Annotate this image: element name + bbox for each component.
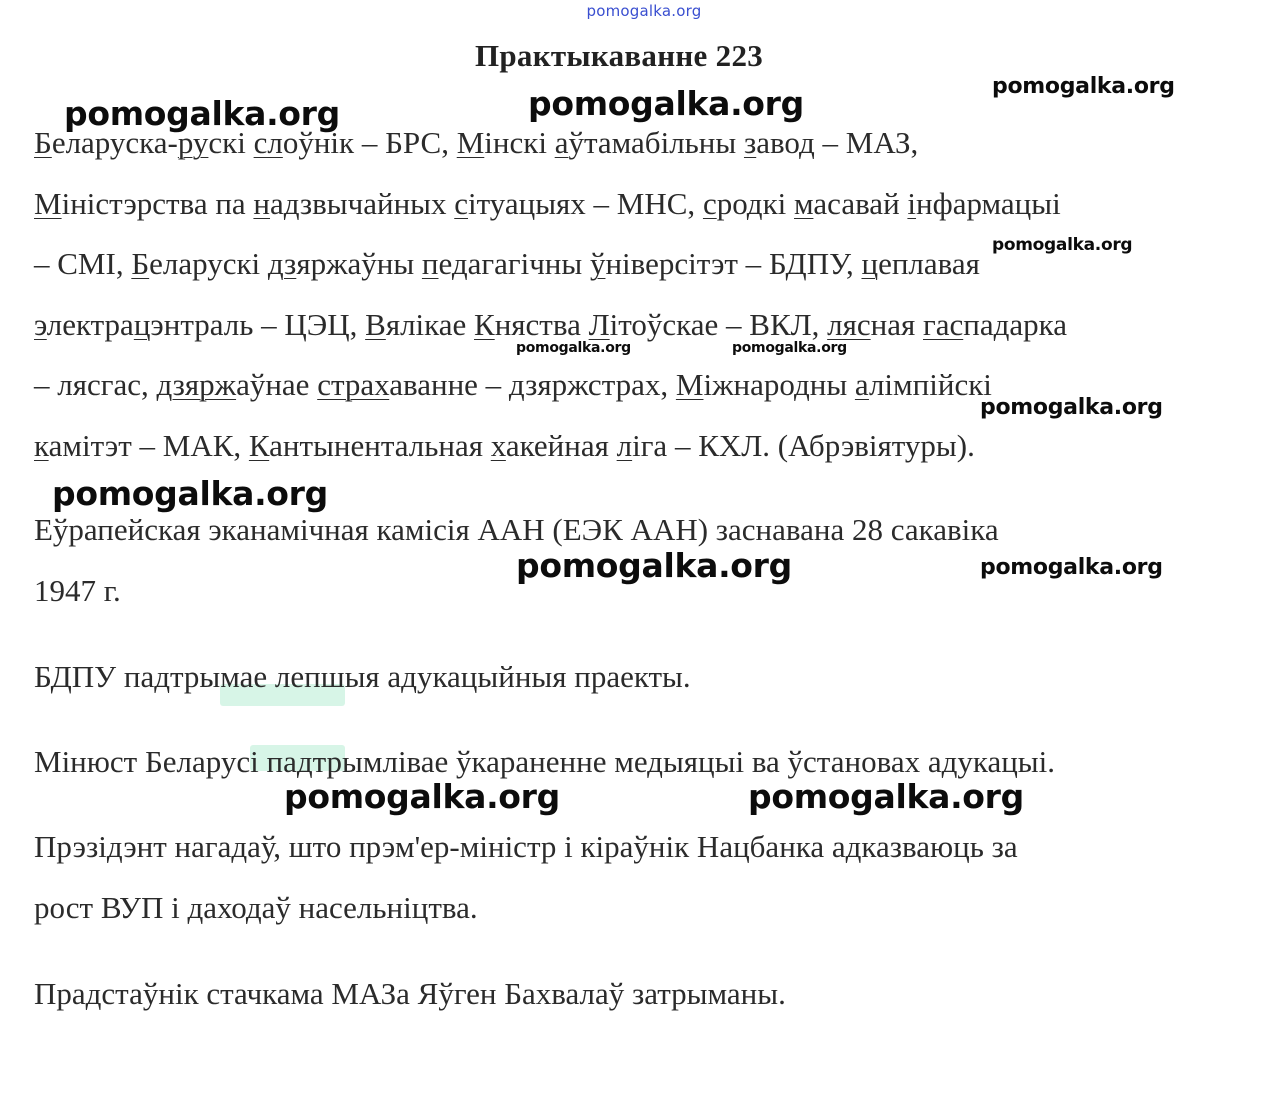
- watermark: pomogalka.org: [992, 74, 1175, 99]
- text-segment: авод – МАЗ,: [756, 125, 919, 160]
- text-segment: ўтамабільны: [568, 125, 744, 160]
- text-segment: родкі: [716, 185, 795, 221]
- text-segment: аванне – дзяржстрах,: [389, 367, 676, 402]
- text-segment: інскі: [484, 125, 555, 160]
- text-segment: яржаўны: [296, 246, 422, 281]
- underlined-letter: ру: [177, 125, 209, 160]
- underlined-letter: п: [421, 246, 439, 281]
- text-segment: ніверсітэт – БДПУ,: [605, 246, 862, 281]
- text-segment: асавай: [813, 185, 908, 221]
- text-segment: іга – КХЛ. (Абрэвіятуры).: [632, 427, 975, 463]
- underlined-letter: М: [675, 367, 704, 402]
- underlined-letter: а: [554, 125, 569, 160]
- text-segment: адзвычайных: [270, 185, 455, 221]
- underlined-letter: ц: [861, 246, 879, 281]
- watermark: pomogalka.org: [528, 84, 804, 123]
- text-segment: едагагічны: [438, 246, 590, 281]
- text-segment: няства: [494, 306, 589, 342]
- text-segment: еплавая: [878, 246, 980, 281]
- underlined-letter: дзярж: [156, 367, 237, 402]
- text-segment: энтраль – ЦЭЦ,: [150, 306, 366, 342]
- sentence-minjust: [34, 732, 1234, 793]
- underlined-letter: а: [854, 367, 869, 402]
- sentence-maz: [34, 964, 1234, 1025]
- text-segment: – СМІ,: [34, 246, 132, 281]
- text-line: БДПУ падтрымае лепшыя адукацыйныя праекты.: [34, 659, 691, 694]
- abbreviations-paragraph: [34, 113, 1234, 476]
- text-segment: лімпійскі: [868, 367, 992, 402]
- underlined-letter: ляс: [827, 306, 871, 342]
- watermark: pomogalka.org: [980, 555, 1163, 580]
- watermark: pomogalka.org: [284, 777, 560, 816]
- underlined-letter: х: [490, 427, 506, 463]
- text-segment: еларуска-: [51, 125, 178, 160]
- text-segment: іжнародны: [703, 367, 855, 402]
- underlined-letter: ў: [589, 246, 606, 281]
- underlined-letter: с: [702, 185, 717, 221]
- underlined-letter: Л: [588, 306, 610, 342]
- text-line: Прэзідэнт нагадаў, што прэм'ер-міністр і кіраўнік Нацбанка адказваюць за: [34, 829, 1018, 864]
- text-segment: антынентальная: [269, 427, 491, 463]
- underlined-letter: дз: [267, 246, 297, 281]
- page-title: Практыкаванне 223: [474, 38, 764, 73]
- watermark: pomogalka.org: [992, 235, 1133, 255]
- underlined-letter: н: [253, 185, 271, 221]
- text-segment: ялікае: [385, 306, 475, 342]
- underlined-letter: гас: [923, 306, 964, 342]
- text-segment: ная: [870, 306, 923, 342]
- text-line: Еўрапейская эканамічная камісія ААН (ЕЭК ААН) заснавана 28 сакавіка: [34, 512, 999, 547]
- text-line: 1947 г.: [34, 572, 121, 608]
- text-segment: падарка: [963, 306, 1067, 342]
- text-line: [34, 174, 1234, 235]
- text-segment: аўнае: [236, 367, 318, 402]
- underlined-letter: страх: [317, 367, 390, 402]
- text-line: [34, 416, 1234, 477]
- text-segment: ітоўскае – ВКЛ,: [609, 306, 828, 342]
- text-segment: лектра: [46, 306, 134, 342]
- watermark: pomogalka.org: [748, 777, 1024, 816]
- text-line: рост ВУП і даходаў насельніцтва.: [34, 889, 478, 925]
- underlined-letter: К: [248, 427, 270, 463]
- text-segment: акейная: [505, 427, 617, 463]
- underlined-letter: Б: [34, 125, 52, 160]
- watermark: pomogalka.org: [64, 94, 340, 133]
- site-link[interactable]: pomogalka.org: [586, 2, 702, 20]
- sentence-bdpu: [34, 647, 1234, 708]
- watermark: pomogalka.org: [516, 546, 792, 585]
- sentence-president: [34, 817, 1234, 938]
- underlined-letter: і: [907, 185, 917, 221]
- text-segment: амітэт – МАК,: [48, 427, 249, 463]
- underlined-letter: ц: [133, 306, 151, 342]
- text-line: [34, 295, 1234, 356]
- underlined-letter: К: [474, 306, 495, 342]
- watermark: pomogalka.org: [516, 340, 631, 356]
- text-segment: ітуацыях – МНС,: [468, 185, 703, 221]
- text-segment: скі: [208, 125, 254, 160]
- underlined-letter: с: [454, 185, 469, 221]
- watermark: pomogalka.org: [732, 340, 847, 356]
- text-line: Мінюст Беларусі падтрымлівае ўкараненне медыяцыі ва ўстановах адукацыі.: [34, 744, 1055, 779]
- text-segment: еларускі: [149, 246, 268, 281]
- underlined-letter: Б: [131, 246, 150, 281]
- text-segment: іністэрства па: [61, 185, 254, 221]
- underlined-letter: М: [34, 185, 62, 221]
- underlined-letter: з: [743, 125, 757, 160]
- underlined-letter: э: [34, 306, 47, 342]
- watermark: pomogalka.org: [980, 395, 1163, 420]
- text-segment: нфармацыі: [916, 185, 1061, 221]
- text-line: Прадстаўнік стачкама МАЗа Яўген Бахвалаў затрыманы.: [34, 976, 786, 1011]
- text-segment: оўнік – БРС,: [282, 125, 457, 160]
- underlined-letter: М: [456, 125, 485, 160]
- underlined-letter: сл: [253, 125, 283, 160]
- text-segment: – лясгас,: [34, 367, 157, 402]
- underlined-letter: к: [34, 427, 49, 463]
- underlined-letter: м: [794, 185, 814, 221]
- watermark: pomogalka.org: [52, 474, 328, 513]
- underlined-letter: В: [365, 306, 386, 342]
- underlined-letter: л: [616, 427, 633, 463]
